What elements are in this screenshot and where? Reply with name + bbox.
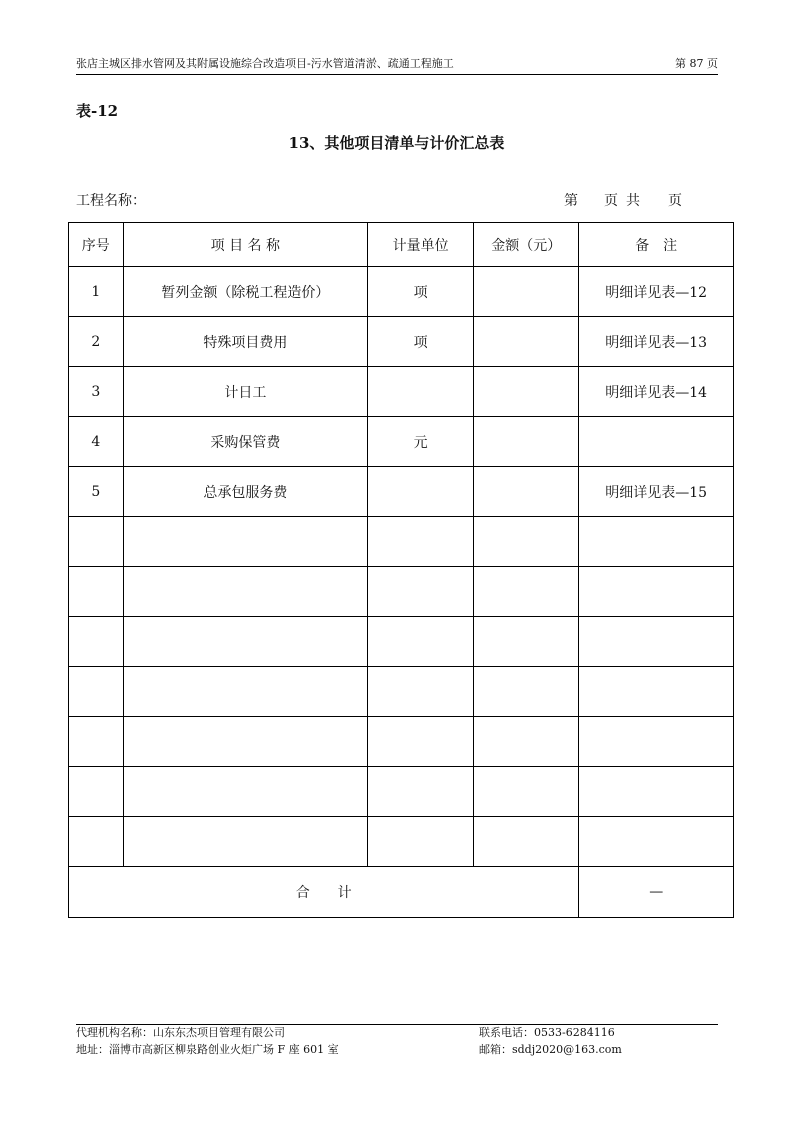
empty-cell	[474, 617, 579, 667]
document-title: 13、其他项目清单与计价汇总表	[288, 134, 505, 152]
cell-note: 明细详见表—13	[579, 317, 734, 367]
empty-cell	[123, 667, 368, 717]
empty-cell	[368, 717, 474, 767]
table-row	[69, 317, 734, 367]
empty-cell	[474, 717, 579, 767]
table-label: 表-12	[76, 102, 119, 120]
total-row	[69, 867, 734, 918]
cell-note	[579, 417, 734, 467]
empty-cell	[474, 667, 579, 717]
empty-row	[69, 617, 734, 667]
page-counter-ye: 页	[604, 193, 618, 209]
empty-cell	[368, 567, 474, 617]
cell-unit	[368, 367, 474, 417]
empty-row	[69, 817, 734, 867]
header-project-name: 张店主城区排水管网及其附属设施综合改造项目-污水管道清淤、疏通工程施工	[76, 57, 454, 70]
cell-name: 采购保管费	[123, 417, 368, 467]
cell-name: 总承包服务费	[123, 467, 368, 517]
empty-cell	[69, 767, 124, 817]
other-items-table	[68, 222, 734, 918]
table-row	[69, 467, 734, 517]
empty-cell	[69, 667, 124, 717]
cell-amount	[474, 267, 579, 317]
empty-cell	[579, 567, 734, 617]
empty-cell	[123, 517, 368, 567]
page-counter	[564, 190, 682, 210]
col-header-unit: 计量单位	[368, 223, 474, 267]
empty-cell	[474, 767, 579, 817]
empty-cell	[123, 617, 368, 667]
empty-cell	[368, 767, 474, 817]
empty-cell	[368, 517, 474, 567]
cell-no: 3	[69, 367, 124, 417]
cell-amount	[474, 317, 579, 367]
empty-cell	[579, 817, 734, 867]
empty-cell	[368, 667, 474, 717]
empty-cell	[579, 667, 734, 717]
empty-cell	[69, 617, 124, 667]
header-page-number: 第 87 页	[675, 57, 718, 70]
cell-note: 明细详见表—12	[579, 267, 734, 317]
cell-no: 4	[69, 417, 124, 467]
cell-no: 1	[69, 267, 124, 317]
empty-cell	[368, 617, 474, 667]
empty-row	[69, 517, 734, 567]
empty-cell	[123, 717, 368, 767]
empty-cell	[579, 517, 734, 567]
empty-cell	[69, 817, 124, 867]
cell-no: 2	[69, 317, 124, 367]
col-header-note: 备 注	[579, 223, 734, 267]
col-header-no: 序号	[69, 223, 124, 267]
page-counter-ye2: 页	[668, 193, 682, 209]
col-header-amount: 金额（元）	[474, 223, 579, 267]
page-counter-gong: 共	[626, 193, 640, 209]
table-row	[69, 267, 734, 317]
cell-name: 计日工	[123, 367, 368, 417]
empty-cell	[69, 717, 124, 767]
table-header-row	[69, 223, 734, 267]
empty-cell	[474, 817, 579, 867]
cell-note: 明细详见表—15	[579, 467, 734, 517]
empty-cell	[123, 817, 368, 867]
project-name-label: 工程名称：	[76, 193, 146, 209]
cell-amount	[474, 467, 579, 517]
empty-cell	[69, 567, 124, 617]
empty-cell	[474, 567, 579, 617]
cell-unit	[368, 467, 474, 517]
empty-cell	[368, 817, 474, 867]
empty-row	[69, 567, 734, 617]
footer-phone: 联系电话：0533-6284116	[479, 1026, 615, 1039]
cell-note: 明细详见表—14	[579, 367, 734, 417]
empty-cell	[123, 567, 368, 617]
empty-cell	[579, 617, 734, 667]
empty-cell	[123, 767, 368, 817]
total-note: —	[579, 867, 734, 918]
empty-row	[69, 667, 734, 717]
cell-unit: 元	[368, 417, 474, 467]
empty-cell	[474, 517, 579, 567]
cell-amount	[474, 417, 579, 467]
table-row	[69, 417, 734, 467]
footer-agency: 代理机构名称：山东东杰项目管理有限公司	[76, 1026, 285, 1039]
page-counter-di: 第	[564, 193, 578, 209]
empty-cell	[579, 767, 734, 817]
cell-unit: 项	[368, 317, 474, 367]
cell-unit: 项	[368, 267, 474, 317]
footer-address: 地址：淄博市高新区柳泉路创业火炬广场 F 座 601 室	[76, 1043, 339, 1056]
empty-cell	[69, 517, 124, 567]
cell-name: 暂列金额（除税工程造价）	[123, 267, 368, 317]
cell-no: 5	[69, 467, 124, 517]
col-header-name: 项 目 名 称	[123, 223, 368, 267]
empty-row	[69, 717, 734, 767]
table-row	[69, 367, 734, 417]
cell-amount	[474, 367, 579, 417]
total-label: 合 计	[69, 867, 579, 918]
empty-cell	[579, 717, 734, 767]
footer-email: 邮箱：sddj2020@163.com	[479, 1043, 622, 1056]
empty-row	[69, 767, 734, 817]
cell-name: 特殊项目费用	[123, 317, 368, 367]
page-header	[76, 54, 718, 75]
